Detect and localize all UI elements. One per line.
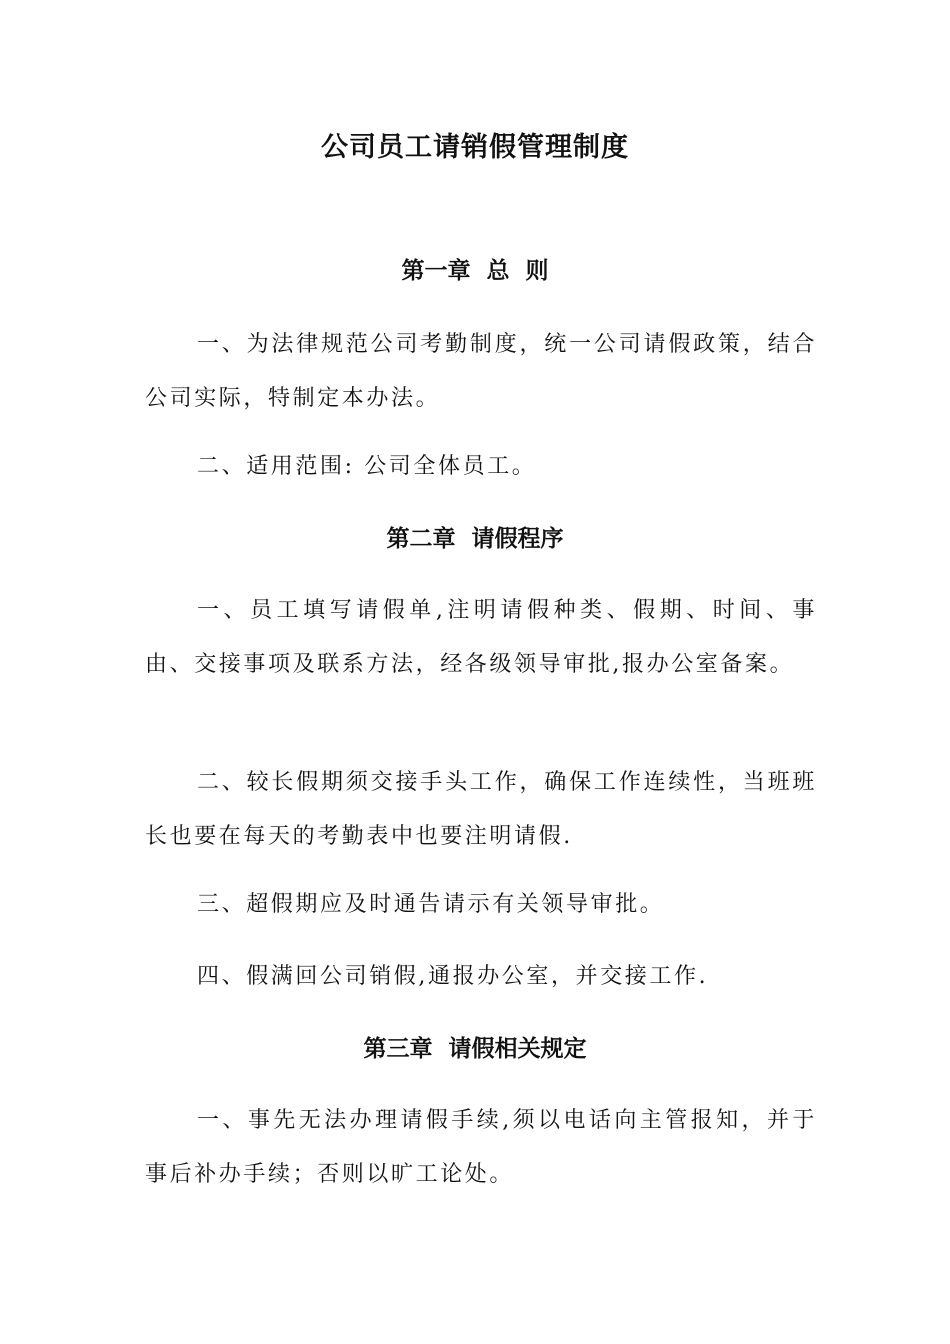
chapter-2-paragraph-4: 四、假满回公司销假,通报办公室，并交接工作. xyxy=(197,964,709,989)
chapter-1-paragraph-2: 二、适用范围: 公司全体员工。 xyxy=(197,454,537,479)
chapter-2-paragraph-1: 一、员工填写请假单,注明请假种类、假期、时间、事由、交接事项及联系方法，经各级领导审批,报办公室备案。 xyxy=(145,598,817,677)
chapter-heading-2: 第二章 请假程序 xyxy=(386,526,564,552)
chapter-2-paragraph-3: 三、超假期应及时通告请示有关领导审批。 xyxy=(197,892,665,917)
chapter-2-paragraph-2: 二、较长假期须交接手头工作，确保工作连续性，当班班长也要在每天的考勤表中也要注明请假. xyxy=(145,770,817,849)
chapter-1-paragraph-1: 一、为法律规范公司考勤制度，统一公司请假政策，结合公司实际，特制定本办法。 xyxy=(145,332,817,411)
chapter-3-paragraph-1: 一、事先无法办理请假手续,须以电话向主管报知，并于事后补办手续；否则以旷工论处。 xyxy=(145,1108,817,1187)
document-title: 公司员工请销假管理制度 xyxy=(321,132,629,163)
chapter-heading-3: 第三章 请假相关规定 xyxy=(363,1036,587,1062)
chapter-heading-1: 第一章 总 则 xyxy=(401,258,549,284)
